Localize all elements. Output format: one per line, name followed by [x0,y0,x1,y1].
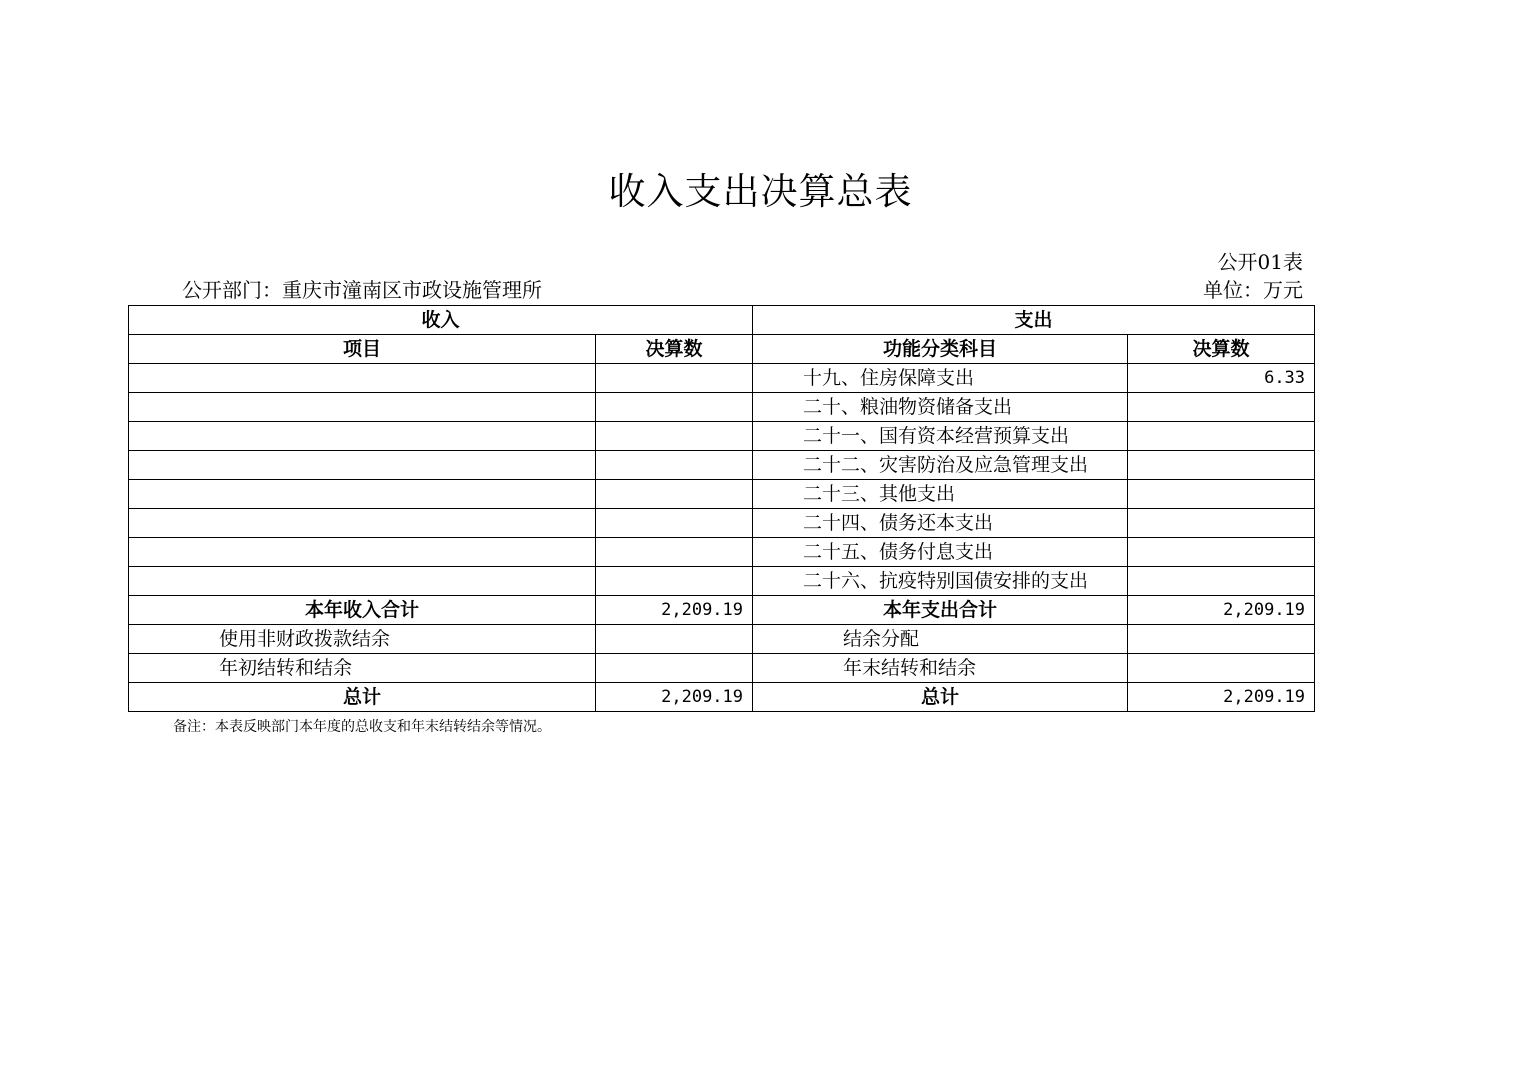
income-amount-cell [596,451,753,480]
income-amount-cell [596,364,753,393]
table-row [129,364,1315,393]
expenditure-item-cell: 二十五、债务付息支出 [753,538,1128,567]
column-header-expenditure-amount: 决算数 [1128,335,1315,364]
table-section-header-row [129,306,1315,335]
table-row [129,422,1315,451]
income-amount-cell [596,422,753,451]
expenditure-item-cell: 二十一、国有资本经营预算支出 [753,422,1128,451]
year-total-row [129,596,1315,625]
year-expenditure-total-amount: 2,209.19 [1128,596,1315,625]
unit-label: 单位：万元 [1203,278,1303,302]
table-row [129,480,1315,509]
income-section-header: 收入 [129,306,753,335]
grand-expenditure-total-label: 总计 [753,683,1128,712]
expenditure-amount-cell [1128,422,1315,451]
income-amount-cell [596,567,753,596]
column-header-item: 项目 [129,335,596,364]
page-title: 收入支出决算总表 [608,170,913,213]
income-item-cell [129,364,596,393]
expenditure-item-cell: 二十六、抗疫特别国债安排的支出 [753,567,1128,596]
grand-income-total-amount: 2,209.19 [596,683,753,712]
column-header-income-amount: 决算数 [596,335,753,364]
table-column-header-row [129,335,1315,364]
expenditure-amount-cell [1128,480,1315,509]
income-item-cell [129,422,596,451]
income-item-cell [129,480,596,509]
expenditure-amount-cell [1128,625,1315,654]
income-amount-cell [596,480,753,509]
expenditure-amount-cell [1128,538,1315,567]
table-row [129,451,1315,480]
expenditure-amount-cell: 6.33 [1128,364,1315,393]
table-row [129,538,1315,567]
grand-income-total-label: 总计 [129,683,596,712]
column-header-function-subject: 功能分类科目 [753,335,1128,364]
income-expenditure-table [128,305,1315,712]
income-amount-cell [596,654,753,683]
income-item-cell [129,509,596,538]
income-amount-cell [596,393,753,422]
expenditure-item-cell: 二十、粮油物资储备支出 [753,393,1128,422]
table-row [129,393,1315,422]
table-row [129,509,1315,538]
expenditure-amount-cell [1128,567,1315,596]
income-item-cell [129,451,596,480]
expenditure-item-cell: 二十二、灾害防治及应急管理支出 [753,451,1128,480]
income-item-cell: 年初结转和结余 [129,654,596,683]
expenditure-item-cell: 结余分配 [753,625,1128,654]
department-label: 公开部门：重庆市潼南区市政设施管理所 [182,278,542,302]
table-row [129,625,1315,654]
expenditure-section-header: 支出 [753,306,1315,335]
table-row [129,567,1315,596]
income-item-cell [129,393,596,422]
expenditure-amount-cell [1128,393,1315,422]
expenditure-item-cell: 二十四、债务还本支出 [753,509,1128,538]
expenditure-item-cell: 年末结转和结余 [753,654,1128,683]
grand-total-row [129,683,1315,712]
grand-expenditure-total-amount: 2,209.19 [1128,683,1315,712]
table-row [129,654,1315,683]
form-number: 公开01表 [1217,250,1303,274]
income-item-cell: 使用非财政拨款结余 [129,625,596,654]
footnote: 备注：本表反映部门本年度的总收支和年末结转结余等情况。 [173,719,551,735]
year-income-total-amount: 2,209.19 [596,596,753,625]
expenditure-item-cell: 十九、住房保障支出 [753,364,1128,393]
expenditure-amount-cell [1128,451,1315,480]
income-amount-cell [596,509,753,538]
income-amount-cell [596,625,753,654]
expenditure-item-cell: 二十三、其他支出 [753,480,1128,509]
income-item-cell [129,567,596,596]
expenditure-amount-cell [1128,654,1315,683]
year-income-total-label: 本年收入合计 [129,596,596,625]
income-amount-cell [596,538,753,567]
year-expenditure-total-label: 本年支出合计 [753,596,1128,625]
income-item-cell [129,538,596,567]
expenditure-amount-cell [1128,509,1315,538]
